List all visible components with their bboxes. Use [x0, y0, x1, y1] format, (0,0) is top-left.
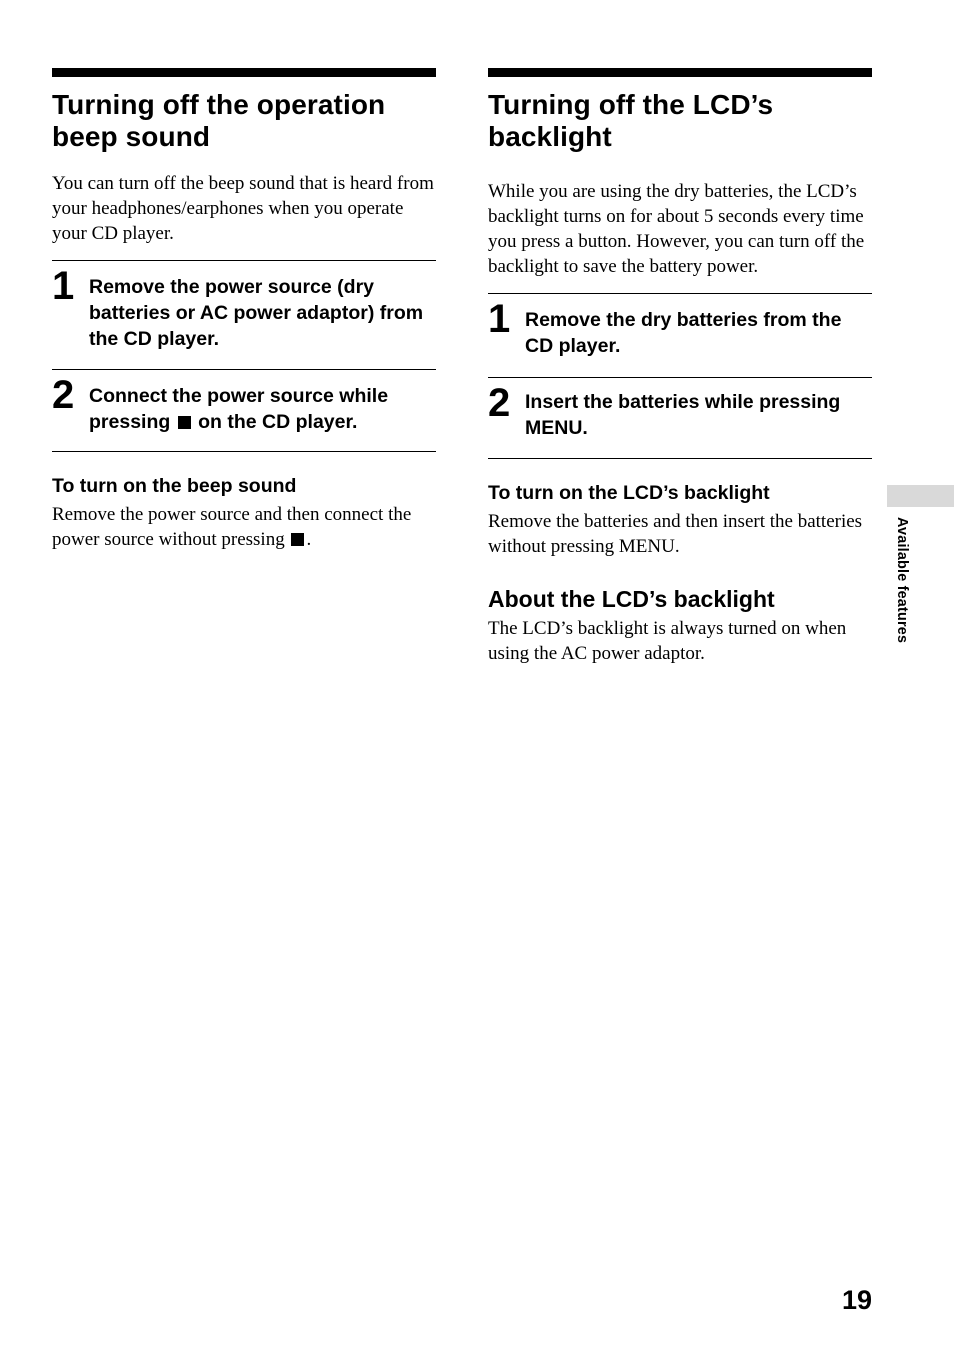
section-intro: You can turn off the beep sound that is heard from your headphones/earphones when you operate your CD player.: [52, 173, 434, 244]
step-text-part: Connect the power source while pressing: [89, 385, 389, 433]
section-title: Turning off the LCD’s backlight: [488, 89, 774, 152]
side-tab: [887, 485, 954, 507]
step-item: [52, 260, 436, 369]
section-rule: [488, 68, 872, 77]
step-number: 2: [488, 381, 511, 425]
stop-square-icon: [178, 416, 191, 429]
step-number: 1: [488, 297, 511, 341]
side-tab-label: Available features: [894, 517, 911, 644]
section-rule: [52, 68, 436, 77]
step-text-part: Remove the power source (dry batteries or AC power adaptor) from the CD player.: [89, 276, 424, 350]
left-column: [52, 68, 436, 552]
step-number: 1: [52, 264, 75, 308]
sub-body: [52, 502, 436, 552]
step-text: [89, 383, 436, 435]
step-item: [488, 377, 872, 459]
step-item: [488, 293, 872, 377]
about-heading: About the LCD’s backlight: [488, 586, 775, 612]
sub-body-part: Remove the power source and then connect the power source without pressing: [52, 504, 412, 550]
sub-body: Remove the batteries and then insert the batteries without pressing MENU.: [488, 511, 863, 557]
stop-square-icon: [291, 533, 304, 546]
sub-heading: To turn on the beep sound: [52, 475, 297, 497]
sub-heading: To turn on the LCD’s backlight: [488, 482, 770, 504]
sub-body-part: .: [306, 529, 312, 550]
step-text: Insert the batteries while pressing MENU.: [525, 391, 841, 439]
step-list: [488, 293, 872, 459]
page-number: 19: [841, 1285, 872, 1315]
step-text: [89, 274, 436, 352]
section-intro: While you are using the dry batteries, the LCD’s backlight turns on for about 5 seconds every time you press a button. However, you can turn off the backlight to save the battery power.: [488, 181, 865, 277]
right-column: [488, 68, 872, 666]
about-body: The LCD’s backlight is always turned on when using the AC power adaptor.: [488, 618, 847, 664]
step-number: 2: [52, 373, 75, 417]
step-text-part: on the CD player.: [198, 411, 358, 433]
step-text: Remove the dry batteries from the CD player.: [525, 309, 842, 357]
section-title: Turning off the operation beep sound: [52, 89, 386, 152]
step-item: [52, 369, 436, 452]
step-list: [52, 260, 436, 452]
